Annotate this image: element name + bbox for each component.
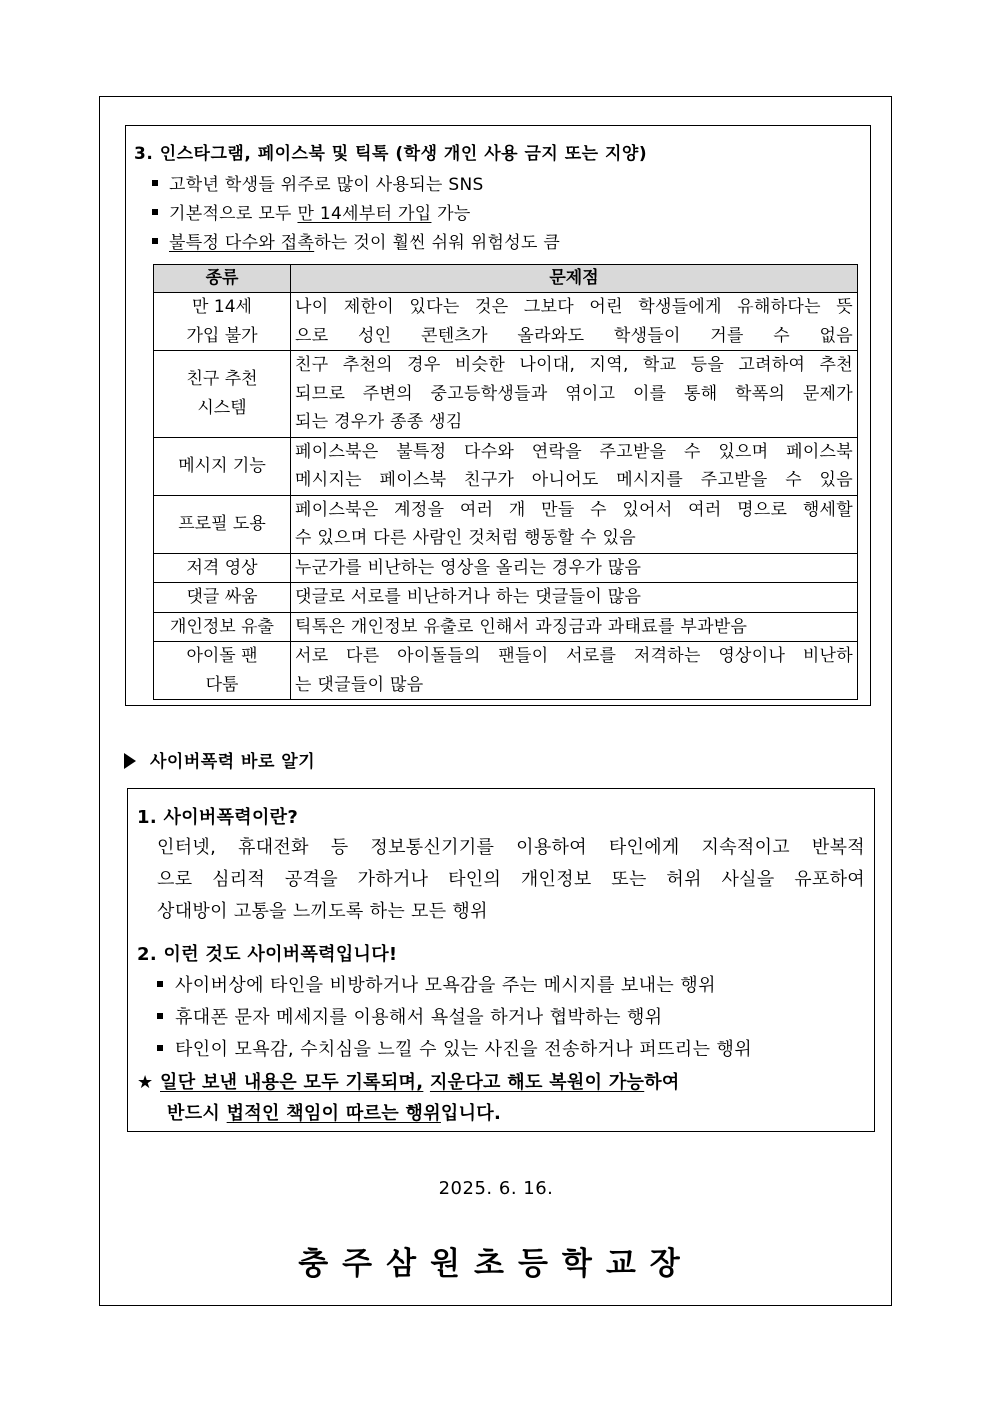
section3-bullet-1: 고학년 학생들 위주로 많이 사용되는 SNS — [152, 170, 484, 195]
table-header-type: 종류 — [154, 265, 291, 293]
table-row: 아이돌 팬 다툼 서로 다른 아이돌들의 팬들이 서로를 저격하는 영상이나 비난하 는 댓글들이 많음 — [154, 642, 858, 700]
section3-heading: 3. 인스타그램, 페이스북 및 틱톡 (학생 개인 사용 금지 또는 지양) — [134, 144, 648, 164]
table-row: 개인정보 유출 틱톡은 개인정보 유출로 인해서 과징금과 과태료를 부과받음 — [154, 612, 858, 642]
document-date: 2025. 6. 16. — [438, 1178, 554, 1199]
bullet-square-icon — [157, 981, 163, 987]
section3-bullet-2: 기본적으로 모두 만 14세부터 가입 가능 — [152, 199, 471, 224]
table-row: 만 14세 가입 불가 나이 제한이 있다는 것은 그보다 어린 학생들에게 유해하다는 뜻 으로 성인 콘텐츠가 올라와도 학생들이 거를 수 없음 — [154, 293, 858, 351]
triangle-right-icon — [124, 753, 136, 769]
section3-bullet-3: 불특정 다수와 접촉하는 것이 훨씬 쉬워 위험성도 큼 — [152, 228, 560, 253]
cyber-q2-bullet-2: 휴대폰 문자 메세지를 이용해서 욕설을 하거나 협박하는 행위 — [157, 1003, 663, 1029]
principal-signature: 충주삼원초등학교장 — [298, 1246, 694, 1282]
table-row: 댓글 싸움 댓글로 서로를 비난하거나 하는 댓글들이 많음 — [154, 583, 858, 613]
table-row: 프로필 도용 페이스북은 계정을 여러 개 만들 수 있어서 여러 명으로 행세할 수 있으며 다른 사람인 것처럼 행동할 수 있음 — [154, 495, 858, 553]
cyber-section-title: 사이버폭력 바로 알기 — [124, 747, 315, 772]
bullet-square-icon — [152, 180, 158, 186]
star-icon: ★ — [137, 1072, 154, 1093]
sns-problem-table — [153, 264, 858, 700]
cyber-q2-bullet-1: 사이버상에 타인을 비방하거나 모욕감을 주는 메시지를 보내는 행위 — [157, 971, 716, 997]
table-row: 친구 추천 시스템 친구 추천의 경우 비슷한 나이대, 지역, 학교 등을 고려하여 추천 되므로 주변의 중고등학생들과 엮이고 이를 통해 학폭의 문제가 되는 경우가 종종 생김 — [154, 351, 858, 438]
bullet-square-icon — [157, 1045, 163, 1051]
cyber-q2-bullet-3: 타인이 모욕감, 수치심을 느낄 수 있는 사진을 전송하거나 퍼뜨리는 행위 — [157, 1035, 752, 1061]
cyber-q1-definition: 인터넷, 휴대전화 등 정보통신기기를 이용하여 타인에게 지속적이고 반복적 으로 심리적 공격을 가하거나 타인의 개인정보 또는 허위 사실을 유포하여 상대방이 고통을 느끼도록 하는 모든 행위 — [157, 837, 865, 922]
bullet-square-icon — [152, 238, 158, 244]
cyber-q2-title: 2. 이런 것도 사이버폭력입니다! — [137, 944, 398, 965]
table-row: 저격 영상 누군가를 비난하는 영상을 올리는 경우가 많음 — [154, 553, 858, 583]
legal-warning: ★ 일단 보낸 내용은 모두 기록되며, 지운다고 해도 복원이 가능하여 반드시 법적인 책임이 따르는 행위입니다. — [137, 1072, 680, 1124]
table-header-problem: 문제점 — [291, 265, 858, 293]
table-row: 메시지 기능 페이스북은 불특정 다수와 연락을 주고받을 수 있으며 페이스북 메시지는 페이스북 친구가 아니어도 메시지를 주고받을 수 있음 — [154, 437, 858, 495]
bullet-square-icon — [157, 1013, 163, 1019]
cyber-q1-title: 1. 사이버폭력이란? — [137, 807, 299, 828]
bullet-square-icon — [152, 209, 158, 215]
